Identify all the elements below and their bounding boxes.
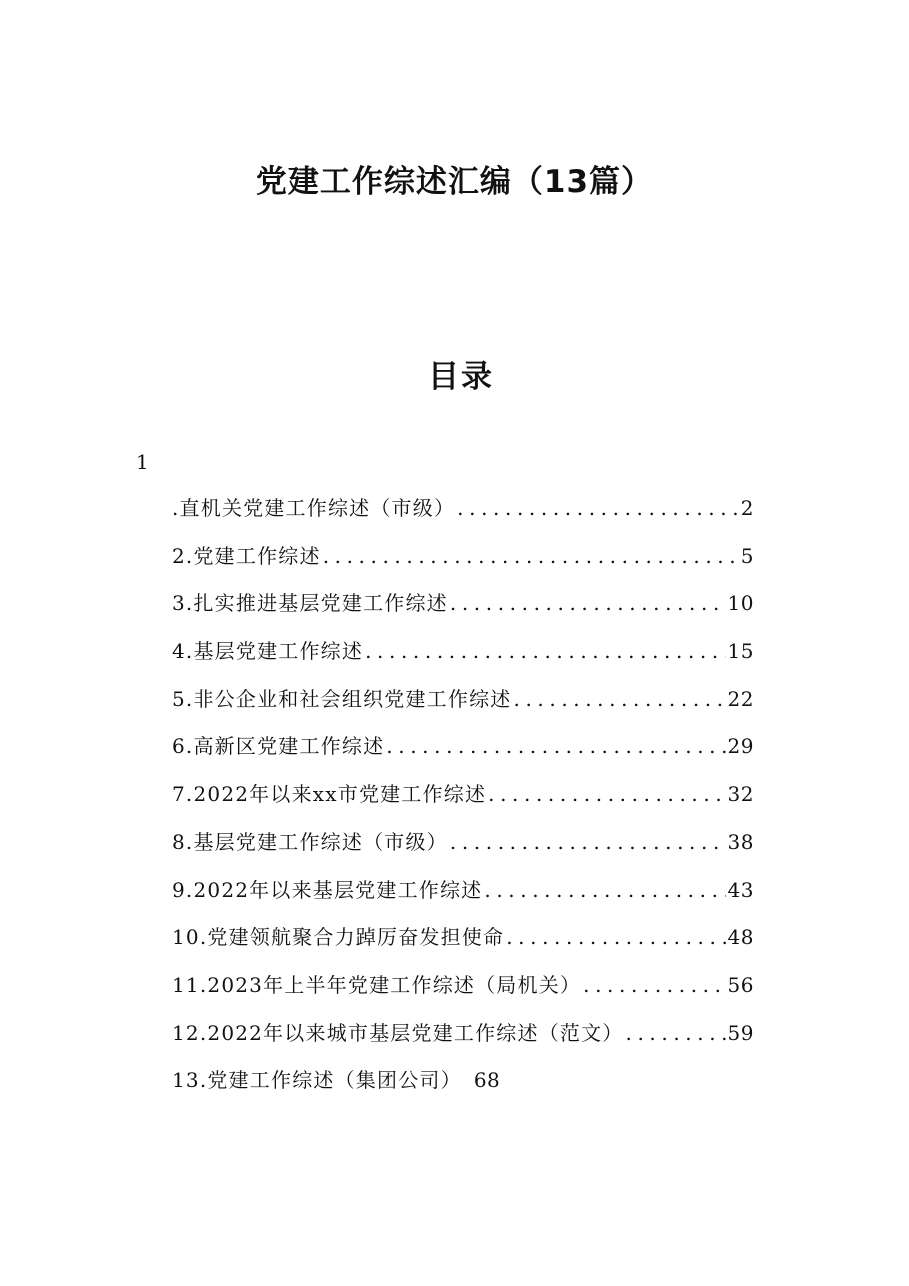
toc-entry-page: 56 xyxy=(727,972,754,997)
toc-entry-title: 4.基层党建工作综述 xyxy=(172,639,364,664)
document-title: 党建工作综述汇编（13篇） xyxy=(255,164,654,200)
toc-dot-leader xyxy=(450,587,726,619)
toc-dot-leader xyxy=(583,969,725,1001)
toc-entry-page: 15 xyxy=(727,639,754,664)
toc-entry-page: 43 xyxy=(727,877,754,902)
toc-entry-page: 32 xyxy=(727,782,754,807)
toc-dot-leader xyxy=(450,826,726,858)
toc-entry-title: 11.2023年上半年党建工作综述（局机关） xyxy=(172,972,582,997)
toc-entry-page: 59 xyxy=(727,1020,754,1045)
table-of-contents xyxy=(172,492,754,1112)
toc-entry-title: 6.高新区党建工作综述 xyxy=(172,734,385,759)
toc-dot-leader xyxy=(626,1017,726,1049)
toc-entry-page: 5 xyxy=(740,543,754,568)
toc-entry[interactable] xyxy=(172,778,754,826)
toc-dot-leader xyxy=(506,921,725,953)
toc-dot-leader xyxy=(386,730,725,762)
toc-entry[interactable] xyxy=(172,683,754,731)
toc-entry-page: 29 xyxy=(727,734,754,759)
toc-entry-title: 13.党建工作综述（集团公司） xyxy=(172,1068,462,1093)
toc-entry[interactable] xyxy=(172,730,754,778)
toc-entry-title: 2.党建工作综述 xyxy=(172,543,321,568)
toc-entry-title: 8.基层党建工作综述（市级） xyxy=(172,829,448,854)
toc-entry[interactable] xyxy=(172,1017,754,1065)
toc-dot-leader xyxy=(457,492,739,524)
toc-entry-title: 9.2022年以来基层党建工作综述 xyxy=(172,877,483,902)
toc-entry[interactable] xyxy=(172,540,754,588)
toc-entry-title: 10.党建领航聚合力踔厉奋发担使命 xyxy=(172,925,505,950)
toc-entry-title: 3.扎实推进基层党建工作综述 xyxy=(172,591,448,616)
toc-entry[interactable] xyxy=(172,492,754,540)
toc-dot-leader xyxy=(365,635,725,667)
toc-entry[interactable] xyxy=(172,874,754,922)
toc-entry-page: 48 xyxy=(727,925,754,950)
toc-entry-title: 5.非公企业和社会组织党建工作综述 xyxy=(172,686,512,711)
toc-entry-title: 12.2022年以来城市基层党建工作综述（范文） xyxy=(172,1020,624,1045)
toc-entry[interactable] xyxy=(172,635,754,683)
toc-entry-page: 10 xyxy=(727,591,754,616)
toc-dot-leader xyxy=(323,540,739,572)
toc-entry[interactable] xyxy=(172,969,754,1017)
toc-entry-title: 7.2022年以来xx市党建工作综述 xyxy=(172,782,487,807)
toc-entry-page: 2 xyxy=(740,496,754,520)
toc-dot-leader xyxy=(488,778,725,810)
toc-heading: 目录 xyxy=(428,359,494,395)
toc-dot-leader xyxy=(484,874,725,906)
toc-dot-leader xyxy=(513,683,725,715)
toc-entry[interactable] xyxy=(172,826,754,874)
toc-entry[interactable] xyxy=(172,1064,754,1112)
toc-entry-title: .直机关党建工作综述（市级） xyxy=(172,496,456,520)
toc-entry[interactable] xyxy=(172,921,754,969)
toc-entry-page: 68 xyxy=(473,1068,501,1093)
toc-entry-page: 38 xyxy=(727,829,754,854)
stray-page-number: 1 xyxy=(136,450,149,474)
toc-entry-page: 22 xyxy=(727,686,754,711)
toc-entry[interactable] xyxy=(172,587,754,635)
